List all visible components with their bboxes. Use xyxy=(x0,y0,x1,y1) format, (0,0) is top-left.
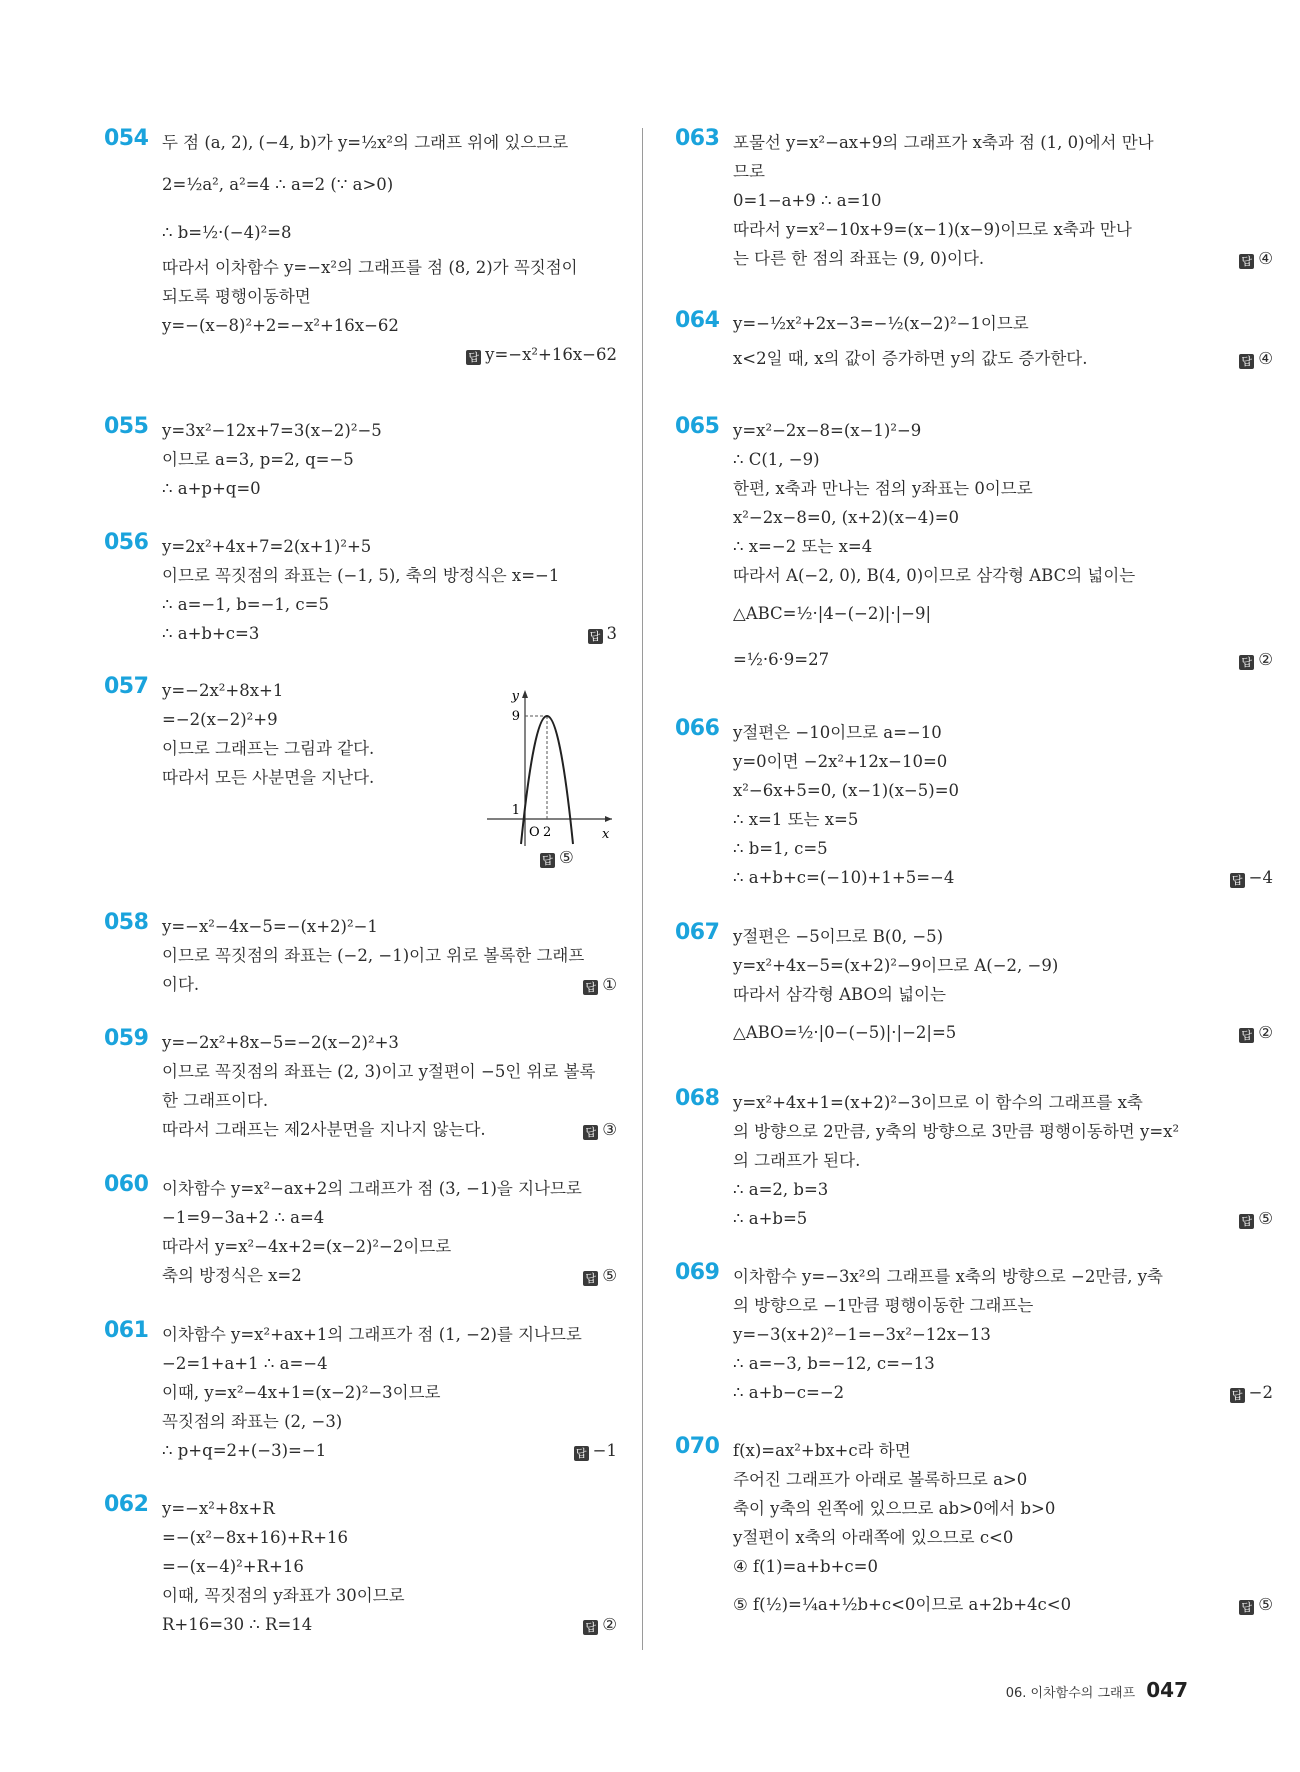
solution-line: y=x²+4x+1=(x+2)²−3이므로 이 함수의 그래프를 x축 xyxy=(733,1093,1143,1112)
problem-number: 063 xyxy=(675,126,720,151)
answer-line: 축의 방정식은 x=2 답 ⑤ xyxy=(162,1261,617,1290)
solution-line: x²−6x+5=0, (x−1)(x−5)=0 xyxy=(733,781,960,800)
answer: 답 −4 xyxy=(1230,863,1273,892)
page-footer xyxy=(1006,1678,1188,1702)
column-divider xyxy=(642,128,643,1650)
answer: 답 ⑤ xyxy=(1239,1585,1273,1625)
solution-line: 따라서 y=x²−10x+9=(x−1)(x−9)이므로 x축과 만나 xyxy=(733,220,1132,239)
solution-line: y=−2x²+8x−5=−2(x−2)²+3 xyxy=(162,1033,399,1052)
problem-number: 064 xyxy=(675,308,720,333)
solution-line: y=2x²+4x+7=2(x+1)²+5 xyxy=(162,537,372,556)
answer-mark-icon xyxy=(588,629,603,644)
solution-line: 0=1−a+9 ∴ a=10 xyxy=(733,191,882,210)
answer-mark-icon xyxy=(1239,1214,1254,1229)
answer-line: ∴ p+q=2+(−3)=−1 답 −1 xyxy=(162,1436,617,1465)
answer-line: =½·6·9=27 답 ② xyxy=(733,640,1273,680)
answer: 답y=−x²+16x−62 xyxy=(466,340,617,369)
answer: 답 ② xyxy=(1239,640,1273,680)
problem-number: 054 xyxy=(104,126,149,151)
answer-line: 는 다른 한 점의 좌표는 (9, 0)이다. 답 ④ xyxy=(733,244,1273,273)
problem-number: 059 xyxy=(104,1026,149,1051)
answer-line: x<2일 때, x의 값이 증가하면 y의 값도 증가한다. 답 ④ xyxy=(733,344,1273,373)
solution-line: =−2(x−2)²+9 xyxy=(162,710,278,729)
parabola-graph xyxy=(482,686,617,846)
answer-mark-icon xyxy=(1230,1388,1245,1403)
solution-line: y절편은 −5이므로 B(0, −5) xyxy=(733,927,944,946)
solution-line: 되도록 평행이동하면 xyxy=(162,287,311,306)
answer-mark-icon xyxy=(574,1446,589,1461)
solution-line: −2=1+a+1 ∴ a=−4 xyxy=(162,1354,328,1373)
problem-number: 060 xyxy=(104,1172,149,1197)
problem-number: 069 xyxy=(675,1260,720,1285)
answer-row xyxy=(162,340,617,369)
solution-line: 이차함수 y=x²−ax+2의 그래프가 점 (3, −1)을 지나므로 xyxy=(162,1179,582,1198)
answer: 답 ① xyxy=(583,970,617,999)
solution-line: ④ f(1)=a+b+c=0 xyxy=(733,1557,878,1576)
y-intercept-label: 1 xyxy=(511,803,520,818)
answer: 답 −2 xyxy=(1230,1378,1273,1407)
solution-line: ∴ x=−2 또는 x=4 xyxy=(733,537,873,556)
answer-mark-icon xyxy=(1239,655,1254,670)
solution-line: 이므로 a=3, p=2, q=−5 xyxy=(162,450,354,469)
problem-number: 066 xyxy=(675,716,720,741)
solution-line: ∴ a+p+q=0 xyxy=(162,479,261,498)
solution-line: 따라서 이차함수 y=−x²의 그래프를 점 (8, 2)가 꼭짓점이 xyxy=(162,258,578,277)
solution-line: =−(x−4)²+R+16 xyxy=(162,1557,304,1576)
page-number: 047 xyxy=(1146,1678,1188,1702)
solution-line: 포물선 y=x²−ax+9의 그래프가 x축과 점 (1, 0)에서 만나 xyxy=(733,133,1154,152)
answer: 답 −1 xyxy=(574,1436,617,1465)
solution-line: 주어진 그래프가 아래로 볼록하므로 a>0 xyxy=(733,1470,1028,1489)
solution-line: y=−(x−8)²+2=−x²+16x−62 xyxy=(162,316,399,335)
answer-mark-icon xyxy=(1239,254,1254,269)
y-axis-arrow-icon xyxy=(522,690,528,698)
answer: 답 ⑤ xyxy=(583,1261,617,1290)
solution-line: =−(x²−8x+16)+R+16 xyxy=(162,1528,348,1547)
problem-number: 055 xyxy=(104,414,149,439)
solution-line: 이므로 꼭짓점의 좌표는 (2, 3)이고 y절편이 −5인 위로 볼록 xyxy=(162,1062,596,1081)
chapter-title: 06. 이차함수의 그래프 xyxy=(1005,1686,1136,1701)
answer-line: ∴ a+b−c=−2 답 −2 xyxy=(733,1378,1273,1407)
answer: 답⑤ xyxy=(540,848,574,868)
solution-line: △ABC=½·|4−(−2)|·|−9| xyxy=(733,604,932,623)
answer-line: R+16=30 ∴ R=14 답 ② xyxy=(162,1610,617,1639)
solution-line: ∴ x=1 또는 x=5 xyxy=(733,810,859,829)
answer-mark-icon xyxy=(583,1271,598,1286)
solution-line: 이차함수 y=−3x²의 그래프를 x축의 방향으로 −2만큼, y축 xyxy=(733,1267,1163,1286)
solution-line: 의 방향으로 2만큼, y축의 방향으로 3만큼 평행이동하면 y=x² xyxy=(733,1122,1180,1141)
solution-line: 축이 y축의 왼쪽에 있으므로 ab>0에서 b>0 xyxy=(733,1499,1056,1518)
problem-number: 068 xyxy=(675,1086,720,1111)
origin-label: O xyxy=(529,825,540,840)
solution-line: 두 점 (a, 2), (−4, b)가 y=½x²의 그래프 위에 있으므로 xyxy=(162,133,569,152)
solution-line: 2=½a², a²=4 ∴ a=2 (∵ a>0) xyxy=(162,175,394,194)
solution-line: ∴ C(1, −9) xyxy=(733,450,820,469)
solution-line: 이때, y=x²−4x+1=(x−2)²−3이므로 xyxy=(162,1383,441,1402)
answer-mark-icon xyxy=(1239,354,1254,369)
solution-line: 따라서 A(−2, 0), B(4, 0)이므로 삼각형 ABC의 넓이는 xyxy=(733,566,1136,585)
answer: 답 ④ xyxy=(1239,344,1273,373)
solution-line: f(x)=ax²+bx+c라 하면 xyxy=(733,1441,911,1460)
solution-line: 이므로 꼭짓점의 좌표는 (−1, 5), 축의 방정식은 x=−1 xyxy=(162,566,560,585)
solution-line: y=−3(x+2)²−1=−3x²−12x−13 xyxy=(733,1325,991,1344)
answer-line: 이다. 답 ① xyxy=(162,970,617,999)
solution-line: ∴ b=½·(−4)²=8 xyxy=(162,223,292,242)
solution-line: y=−x²+8x+R xyxy=(162,1499,275,1518)
solution-line: 꼭짓점의 좌표는 (2, −3) xyxy=(162,1412,343,1431)
problem-number: 057 xyxy=(104,674,149,699)
solution-line: −1=9−3a+2 ∴ a=4 xyxy=(162,1208,325,1227)
problem-number: 065 xyxy=(675,414,720,439)
solution-line: 이차함수 y=x²+ax+1의 그래프가 점 (1, −2)를 지나므로 xyxy=(162,1325,582,1344)
problem-number: 061 xyxy=(104,1318,149,1343)
solution-line: y=−2x²+8x+1 xyxy=(162,681,284,700)
answer-mark-icon xyxy=(1239,1028,1254,1043)
solution-line: y절편이 x축의 아래쪽에 있으므로 c<0 xyxy=(733,1528,1014,1547)
problem-number: 062 xyxy=(104,1492,149,1517)
x-axis-arrow-icon xyxy=(605,816,612,822)
solution-line: y절편은 −10이므로 a=−10 xyxy=(733,723,942,742)
answer-line: ∴ a+b+c=3 답 3 xyxy=(162,619,617,648)
solution-line: y=0이면 −2x²+12x−10=0 xyxy=(733,752,948,771)
vertex-x-label: 2 xyxy=(543,825,552,840)
solution-line: 한편, x축과 만나는 점의 y좌표는 0이므로 xyxy=(733,479,1033,498)
solution-line: 의 방향으로 −1만큼 평행이동한 그래프는 xyxy=(733,1296,1034,1315)
solution-line: 므로 xyxy=(733,162,765,181)
problem-number: 058 xyxy=(104,910,149,935)
answer: 답 3 xyxy=(588,619,618,648)
answer-line: 따라서 그래프는 제2사분면을 지나지 않는다. 답 ③ xyxy=(162,1115,617,1144)
answer: 답 ② xyxy=(1239,1013,1273,1053)
answer: 답 ② xyxy=(583,1610,617,1639)
solution-line: 따라서 삼각형 ABO의 넓이는 xyxy=(733,985,946,1004)
x-axis-label: x xyxy=(602,827,610,842)
solution-line: y=3x²−12x+7=3(x−2)²−5 xyxy=(162,421,382,440)
y-axis-label: y xyxy=(511,689,519,704)
solution-line: 의 그래프가 된다. xyxy=(733,1151,861,1170)
answer: 답 ⑤ xyxy=(1239,1204,1273,1233)
answer-mark-icon xyxy=(466,350,481,365)
solution-line: 따라서 모든 사분면을 지난다. xyxy=(162,768,375,787)
answer-mark-icon xyxy=(1230,873,1245,888)
solution-line: ∴ a=2, b=3 xyxy=(733,1180,829,1199)
answer-mark-icon xyxy=(540,853,555,868)
solution-line: y=x²+4x−5=(x+2)²−9이므로 A(−2, −9) xyxy=(733,956,1059,975)
answer-mark-icon xyxy=(583,980,598,995)
problem-number: 056 xyxy=(104,530,149,555)
answer: 답 ④ xyxy=(1239,244,1273,273)
answer-mark-icon xyxy=(583,1125,598,1140)
answer-mark-icon xyxy=(1239,1600,1254,1615)
answer-mark-icon xyxy=(583,1620,598,1635)
solution-line: ∴ a=−3, b=−12, c=−13 xyxy=(733,1354,935,1373)
solution-line: x²−2x−8=0, (x+2)(x−4)=0 xyxy=(733,508,960,527)
answer-line: △ABO=½·|0−(−5)|·|−2|=5 답 ② xyxy=(733,1013,1273,1053)
answer: 답 ③ xyxy=(583,1115,617,1144)
solution-line: 이때, 꼭짓점의 y좌표가 30이므로 xyxy=(162,1586,405,1605)
solution-line: 따라서 y=x²−4x+2=(x−2)²−2이므로 xyxy=(162,1237,452,1256)
solution-line: 이므로 꼭짓점의 좌표는 (−2, −1)이고 위로 볼록한 그래프 xyxy=(162,946,585,965)
answer-line: ∴ a+b+c=(−10)+1+5=−4 답 −4 xyxy=(733,863,1273,892)
solution-line: 한 그래프이다. xyxy=(162,1091,269,1110)
problem-number: 070 xyxy=(675,1434,720,1459)
solution-line: y=x²−2x−8=(x−1)²−9 xyxy=(733,421,922,440)
solution-line: y=−x²−4x−5=−(x+2)²−1 xyxy=(162,917,378,936)
solution-line: 이므로 그래프는 그림과 같다. xyxy=(162,739,375,758)
solution-line: ∴ b=1, c=5 xyxy=(733,839,828,858)
solution-line: ∴ a=−1, b=−1, c=5 xyxy=(162,595,329,614)
vertex-y-label: 9 xyxy=(511,709,520,724)
answer-line: ∴ a+b=5 답 ⑤ xyxy=(733,1204,1273,1233)
problem-number: 067 xyxy=(675,920,720,945)
answer-line: ⑤ f(½)=¼a+½b+c<0이므로 a+2b+4c<0 답 ⑤ xyxy=(733,1585,1273,1625)
solution-line: y=−½x²+2x−3=−½(x−2)²−1이므로 xyxy=(733,314,1029,333)
